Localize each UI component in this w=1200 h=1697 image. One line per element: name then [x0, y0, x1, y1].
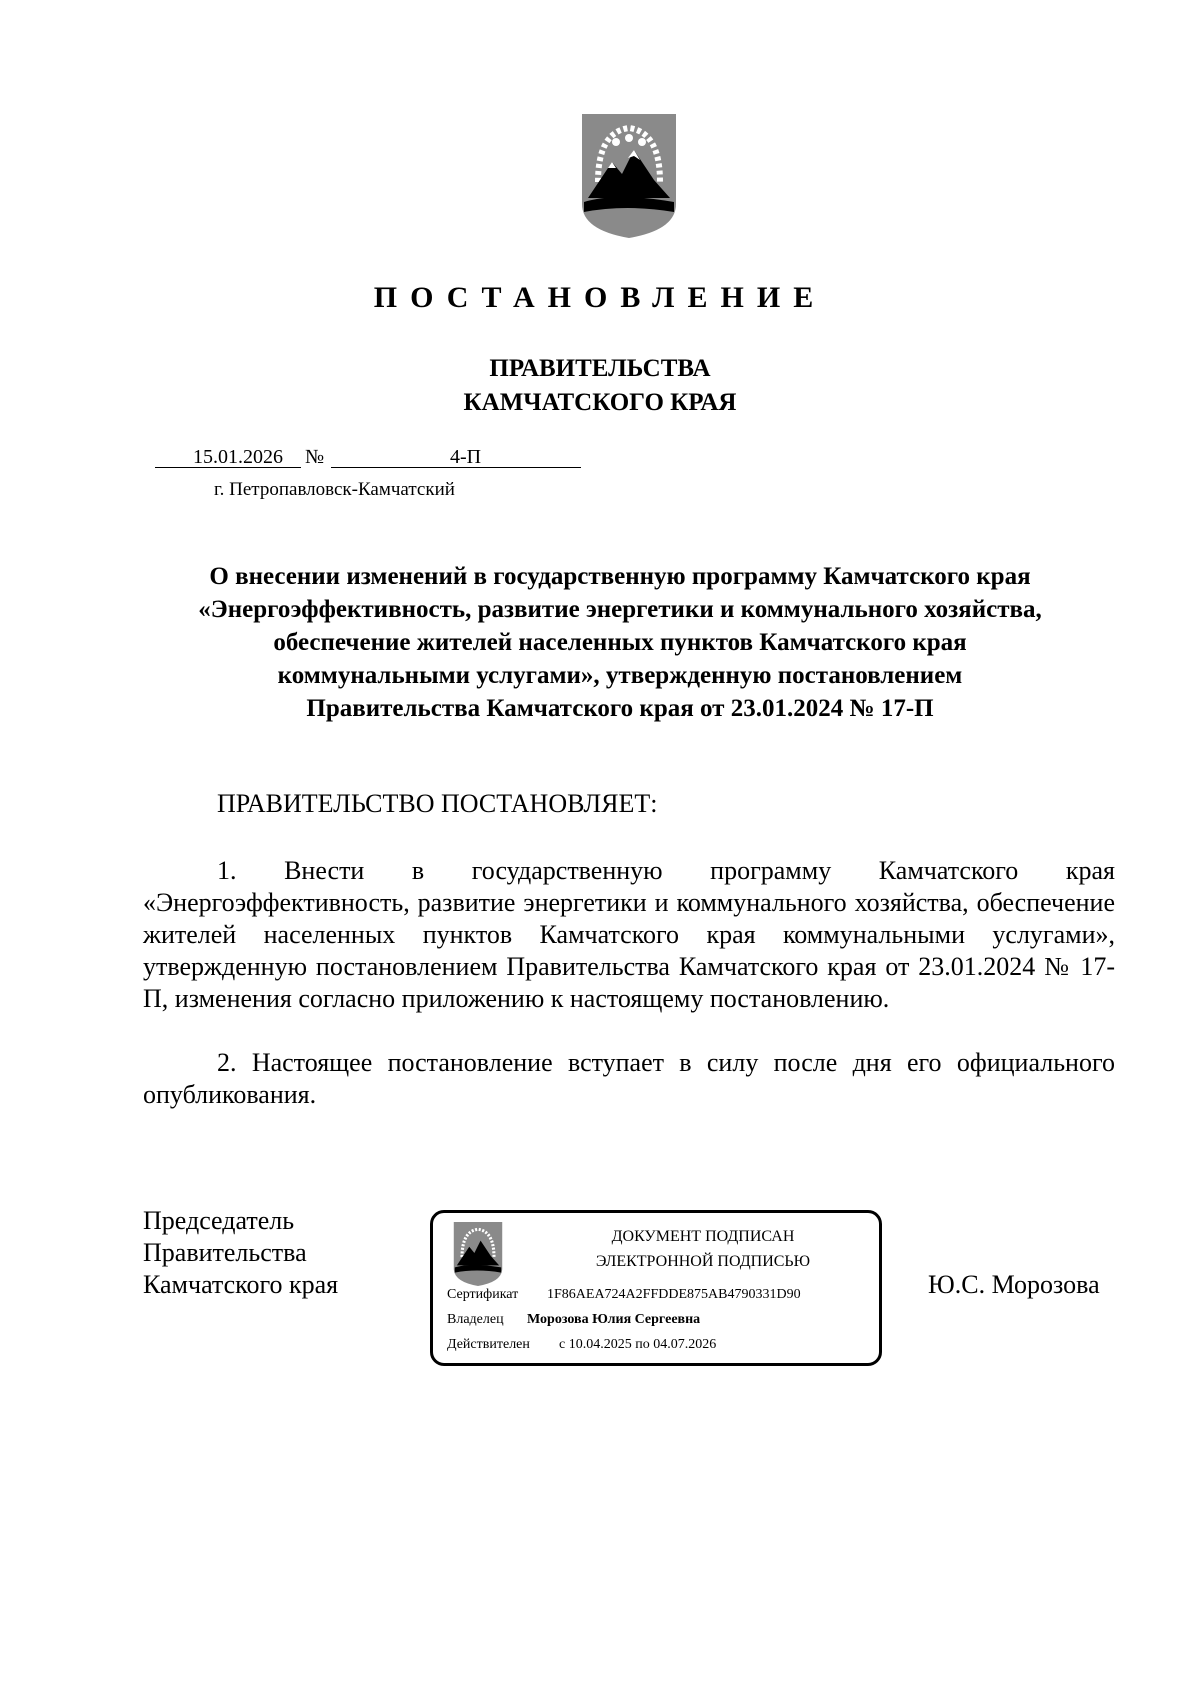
stamp-owner-row	[447, 1311, 700, 1329]
subject-line: О внесении изменений в государственную программу Камчатского края	[209, 563, 1031, 590]
date-number-row	[155, 444, 581, 472]
subject-line: обеспечение жителей населенных пунктов Камчатского края	[273, 629, 967, 656]
subject-line: «Энергоэффективность, развитие энергетики и коммунального хозяйства,	[198, 596, 1042, 623]
issuer-line: ПРАВИТЕЛЬСТВА	[489, 355, 711, 382]
resolves-heading: ПРАВИТЕЛЬСТВО ПОСТАНОВЛЯЕТ:	[217, 789, 658, 818]
stamp-title-line: ЭЛЕКТРОННОЙ ПОДПИСЬЮ	[595, 1253, 811, 1270]
document-number: 4-П	[450, 446, 482, 468]
stamp-value: с 10.04.2025 по 04.07.2026	[559, 1337, 717, 1352]
stamp-label: Действителен	[447, 1337, 530, 1352]
position-line: Камчатского края	[143, 1270, 339, 1299]
stamp-title	[533, 1224, 873, 1274]
document-subject	[130, 560, 1110, 725]
signer-position	[143, 1205, 338, 1301]
stamp-label: Владелец	[447, 1312, 504, 1327]
signer-name: Ю.С. Морозова	[928, 1270, 1100, 1299]
stamp-value: 1F86AEA724A2FFDDE875AB4790331D90	[547, 1287, 801, 1302]
issuer-line: КАМЧАТСКОГО КРАЯ	[463, 389, 737, 416]
stamp-value: Морозова Юлия Сергеевна	[527, 1312, 701, 1327]
stamp-label: Сертификат	[447, 1287, 519, 1302]
subject-line: коммунальными услугами», утвержденную постановлением	[277, 662, 963, 689]
stamp-validity-row	[447, 1336, 716, 1354]
coat-of-arms-icon	[450, 1221, 506, 1287]
position-line: Председатель	[143, 1206, 295, 1235]
coat-of-arms-icon	[576, 112, 682, 240]
subject-line: Правительства Камчатского края от 23.01.2024 № 17-П	[306, 695, 934, 722]
city: г. Петропавловск-Камчатский	[214, 479, 455, 500]
electronic-signature-stamp	[430, 1210, 882, 1366]
body-paragraph: 1. Внести в государственную программу Камчатского края «Энергоэффективность, развитие энергетики и коммунального хозяйства, обеспечение жителей населенных пунктов Камчатского края коммунальными услугами», утвержденную постановлением Правительства Камчатского края от 23.01.2024 № 17-П, изменения согласно приложению к настоящему постановлению.	[143, 856, 1115, 1013]
position-line: Правительства	[143, 1238, 307, 1267]
stamp-title-line: ДОКУМЕНТ ПОДПИСАН	[611, 1228, 795, 1245]
document-date: 15.01.2026	[193, 446, 283, 468]
document-type: ПОСТАНОВЛЕНИЕ	[373, 281, 827, 314]
issuer-title	[0, 352, 1200, 420]
stamp-certificate-row	[447, 1286, 801, 1304]
number-sign: №	[305, 446, 325, 468]
body-paragraph: 2. Настоящее постановление вступает в силу после дня его официального опубликования.	[143, 1048, 1115, 1109]
